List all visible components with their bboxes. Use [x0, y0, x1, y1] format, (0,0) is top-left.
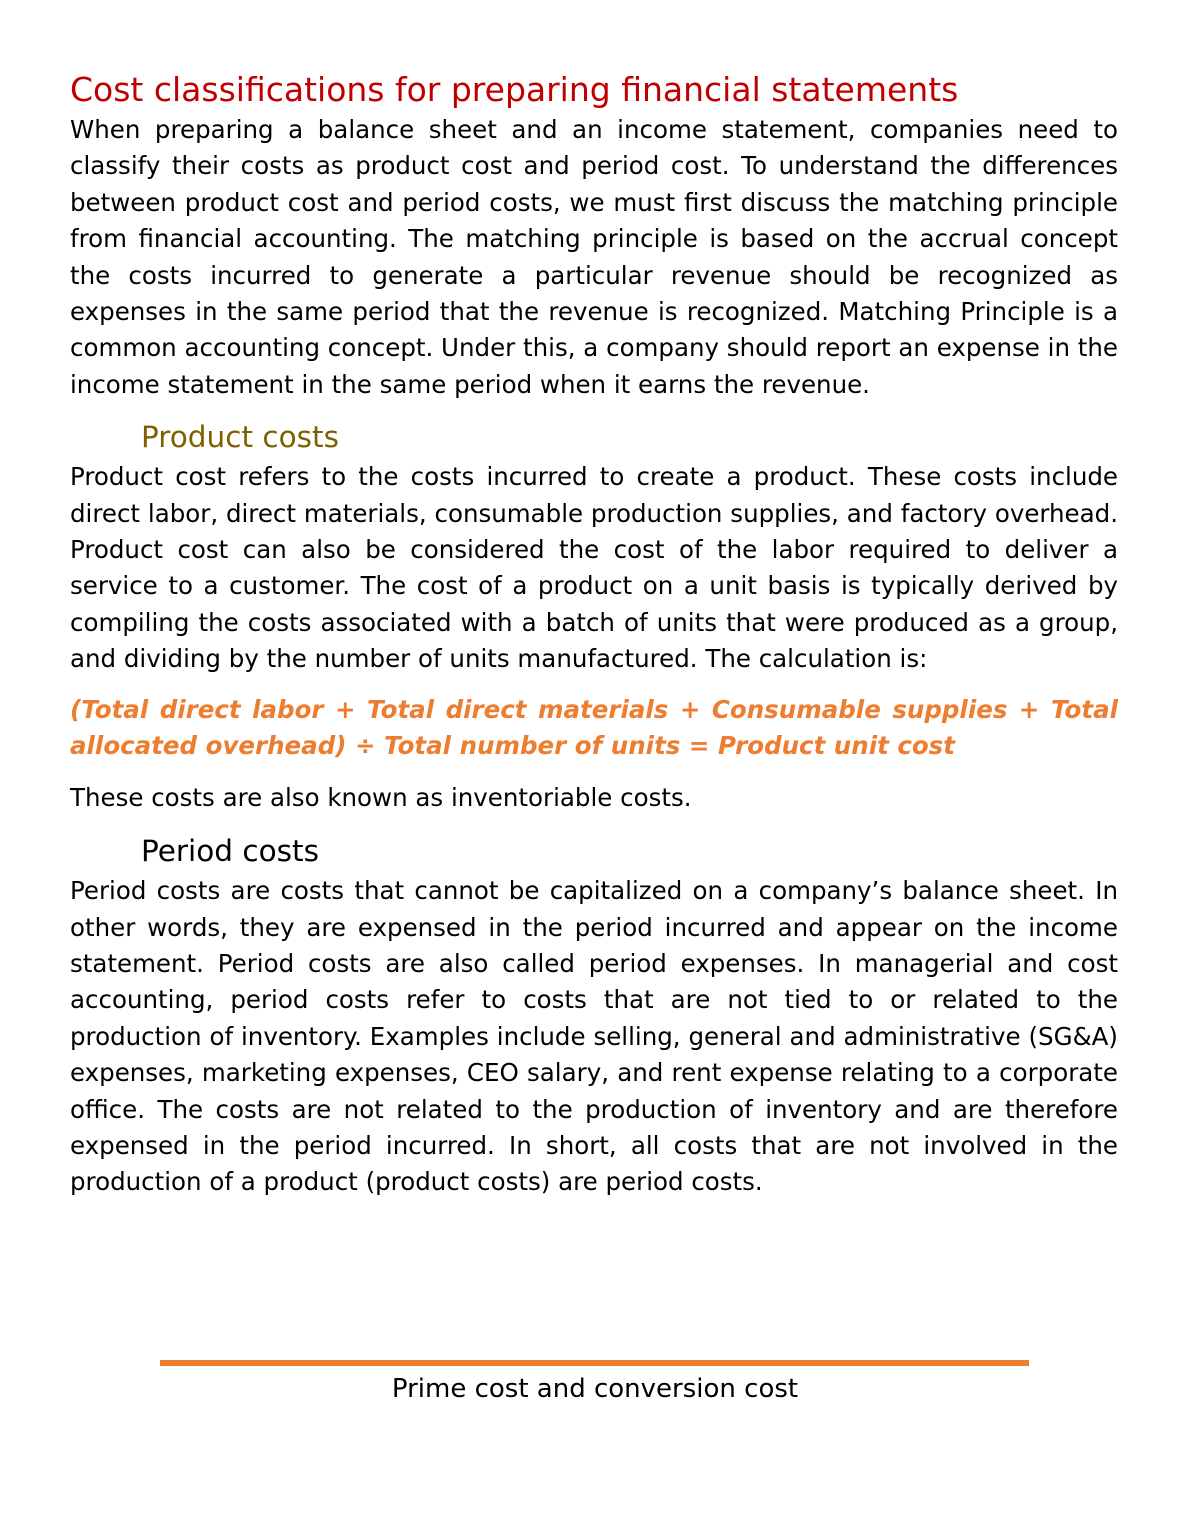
product-costs-heading: Product costs: [141, 420, 339, 455]
next-section-title: Prime cost and conversion cost: [391, 1374, 799, 1404]
period-costs-heading: Period costs: [141, 834, 319, 869]
document-page: [70, 68, 1118, 1201]
inventoriable-costs-note: These costs are also known as inventoriable costs.: [70, 782, 692, 812]
section-divider: [160, 1360, 1029, 1366]
page-title: Cost classifications for preparing financial statements: [70, 70, 959, 109]
product-unit-cost-formula: (Total direct labor + Total direct materials + Consumable supplies + Total allocated overhead) ÷ Total number of units = Product unit cost: [70, 694, 1118, 760]
product-costs-paragraph: Product cost refers to the costs incurred to create a product. These costs include direct labor, direct materials, consumable production supplies, and factory overhead. Product cost can also be considered the cost of the labor required to deliver a service to a customer. The cost of a product on a unit basis is typically derived by compiling the costs associated with a batch of units that were produced as a group, and dividing by the number of units manufactured. The calculation is:: [70, 462, 1118, 674]
intro-paragraph: When preparing a balance sheet and an income statement, companies need to classify their costs as product cost and period cost. To understand the differences between product cost and period costs, we must first discuss the matching principle from financial accounting. The matching principle is based on the accrual concept the costs incurred to generate a particular revenue should be recognized as expenses in the same period that the revenue is recognized. Matching Principle is a common accounting concept. Under this, a company should report an expense in the income statement in the same period when it earns the revenue.: [70, 115, 1118, 399]
period-costs-paragraph: Period costs are costs that cannot be capitalized on a company’s balance sheet. In other words, they are expensed in the period incurred and appear on the income statement. Period costs are also called period expenses. In managerial and cost accounting, period costs refer to costs that are not tied to or related to the production of inventory. Examples include selling, general and administrative (SG&A) expenses, marketing expenses, CEO salary, and rent expense relating to a corporate office. The costs are not related to the production of inventory and are therefore expensed in the period incurred. In short, all costs that are not involved in the production of a product (product costs) are period costs.: [70, 876, 1118, 1197]
